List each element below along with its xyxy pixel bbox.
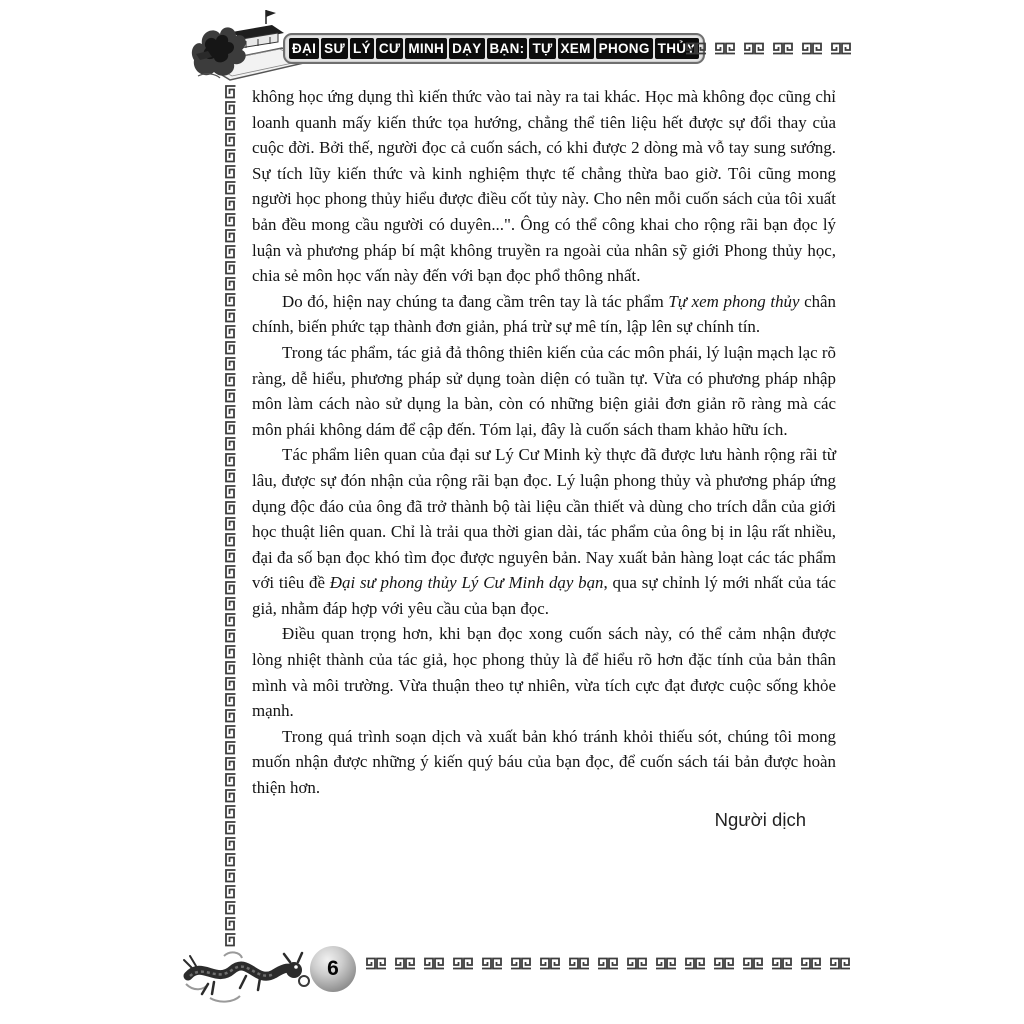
title-word-chip: CƯ [376,38,404,59]
greek-key-icon [223,548,238,564]
title-word-chip: LÝ [350,38,374,59]
text-run: Trong tác phẩm, tác giả đả thông thiên kiến của các môn phái, lý luận mạch lạc rõ ràng, dễ hiểu, phương pháp sử dụng toàn diện có tuần tự. Vừa có phương pháp nhập môn làm cách nào sử dụng la bàn, còn có những biện giải đơn giản rõ ràng mà các môn phái không dám để cập đến. Tóm lại, đây là cuốn sách tham khảo hữu ích. [252,342,836,439]
greek-key-icon [223,372,238,388]
greek-key-icon [422,956,446,971]
title-word-chip: BẠN: [487,38,528,59]
greek-key-icon [223,756,238,772]
title-word-chip: DẠY [449,38,484,59]
dragon-illustration [180,932,312,1016]
page-number: 6 [327,957,339,980]
header-greek-key-ornament [684,41,853,56]
greek-key-icon [223,628,238,644]
text-run: Do đó, hiện nay chúng ta đang cầm trên tay là tác phẩm [282,291,669,311]
greek-key-icon [223,196,238,212]
text-run: Tác phẩm liên quan của đại sư Lý Cư Minh kỳ thực đã được lưu hành rộng rãi từ lâu, được sự đón nhận của rộng rãi bạn đọc. Lý luận phong thủy và phương pháp ứng dụng độc đáo của ông đã trở thành bộ tài liệu cần thiết và dùng cho trích dẫn của giới học thuật liên quan. Chỉ là trải qua thời gian dài, tác phẩm của ông bị in lậu rất nhiều, đại đa số bạn đọc khó tìm đọc được nguyên bản. Nay xuất bản hàng loạt các tác phẩm với tiêu đề [252,445,836,593]
greek-key-icon [223,692,238,708]
greek-key-icon [223,724,238,740]
greek-key-icon [223,900,238,916]
greek-key-icon [538,956,562,971]
greek-key-icon [223,740,238,756]
greek-key-icon [223,260,238,276]
greek-key-icon [509,956,533,971]
greek-key-icon [683,956,707,971]
header-banner [283,33,705,64]
paragraph [252,621,836,723]
greek-key-icon [596,956,620,971]
greek-key-icon [451,956,475,971]
page-title [283,33,705,64]
greek-key-icon [223,516,238,532]
greek-key-icon [393,956,417,971]
greek-key-icon [223,244,238,260]
greek-key-icon [625,956,649,971]
greek-key-icon [364,956,388,971]
greek-key-icon [223,404,238,420]
greek-key-icon [771,41,795,56]
text-run: Điều quan trọng hơn, khi bạn đọc xong cuốn sách này, có thể cảm nhận được lòng nhiệt thành của tác giả, học phong thủy là để hiểu rõ hơn đặc tính của bản thân mình và môi trường. Vừa thuận theo tự nhiên, vừa tích cực đạt được cuộc sống khỏe mạnh. [252,624,836,721]
greek-key-icon [223,212,238,228]
greek-key-icon [223,836,238,852]
paragraph [252,289,836,340]
greek-key-icon [770,956,794,971]
greek-key-icon [223,276,238,292]
greek-key-icon [223,116,238,132]
greek-key-icon [829,41,853,56]
title-word-chip: ĐẠI [289,38,319,59]
greek-key-icon [223,164,238,180]
greek-key-icon [223,484,238,500]
greek-key-icon [223,420,238,436]
greek-key-icon [223,644,238,660]
text-run: Trong quá trình soạn dịch và xuất bản khó tránh khỏi thiếu sót, chúng tôi mong muốn nhận được những ý kiến quý báu của bạn đọc, để cuốn sách tái bản được hoàn thiện hơn. [252,726,836,798]
greek-key-icon [223,468,238,484]
title-word-chip: PHONG [596,38,653,59]
greek-key-icon [713,41,737,56]
title-word-chip: MINH [405,38,447,59]
paragraph [252,340,836,442]
greek-key-icon [223,308,238,324]
paragraph [252,84,836,289]
greek-key-icon [223,388,238,404]
page-number-badge [310,946,356,992]
title-word-chip: TỰ [529,38,555,59]
italic-run: Đại sư phong thủy Lý Cư Minh dạy bạn [329,573,604,593]
greek-key-icon [223,820,238,836]
greek-key-icon [223,356,238,372]
greek-key-icon [223,788,238,804]
greek-key-icon [567,956,591,971]
greek-key-icon [223,772,238,788]
greek-key-icon [223,660,238,676]
greek-key-icon [223,804,238,820]
greek-key-icon [223,180,238,196]
greek-key-icon [223,916,238,932]
paragraph [252,442,836,621]
greek-key-icon [799,956,823,971]
greek-key-icon [828,956,852,971]
greek-key-icon [223,436,238,452]
greek-key-icon [223,612,238,628]
greek-key-icon [223,324,238,340]
greek-key-icon [223,564,238,580]
greek-key-icon [741,956,765,971]
greek-key-icon [223,148,238,164]
left-border-greek-key [223,84,238,948]
title-word-chip: XEM [558,38,594,59]
greek-key-icon [223,532,238,548]
greek-key-icon [654,956,678,971]
greek-key-icon [684,41,708,56]
greek-key-icon [712,956,736,971]
greek-key-icon [800,41,824,56]
greek-key-icon [223,852,238,868]
greek-key-icon [223,676,238,692]
greek-key-icon [223,228,238,244]
greek-key-icon [223,100,238,116]
greek-key-icon [223,580,238,596]
greek-key-icon [742,41,766,56]
footer-greek-key-ornament [364,956,852,971]
greek-key-icon [223,340,238,356]
italic-run: Tự xem phong thủy [668,291,800,311]
greek-key-icon [223,708,238,724]
greek-key-icon [223,868,238,884]
text-run: , qua sự chỉnh lý mới nhất của tác giả, nhằm đáp hợp với yêu cầu của bạn đọc. [252,573,836,618]
text-run: không học ứng dụng thì kiến thức vào tai này ra tai khác. Học mà không đọc cũng chỉ loanh quanh mấy kiến thức tọa hướng, chẳng thể tiên liệu hết được sự đổi thay của cuộc đời. Bởi thế, người đọc cả cuốn sách, có khi được 2 dòng mà vỗ tay sung sướng. Sự tích lũy kiến thức và kinh nghiệm thực tế chẳng thừa bao giờ. Tôi cũng mong người học phong thủy hiểu được điều cốt tủy này. Cho nên mỗi cuốn sách của tôi xuất bản đều mong cầu người có duyên...". Ông có thể công khai cho rộng rãi bạn đọc lý luận và phương pháp bí mật không truyền ra ngoài của nhân sỹ giới Phong thủy học, chia sẻ môn học vấn này đến với bạn đọc phổ thông nhất. [252,87,836,286]
text-run: chân chính, biến phức tạp thành đơn giản, phá trừ sự mê tín, lập lên sự chính tín. [252,291,837,337]
title-word-chip: SƯ [321,38,348,59]
greek-key-icon [223,84,238,100]
body-text [252,84,836,832]
title-word-chip: THỦY [655,38,699,59]
greek-key-icon [223,884,238,900]
greek-key-icon [223,596,238,612]
paragraph [252,724,836,801]
greek-key-icon [223,500,238,516]
translator-signature: Người dịch [714,808,806,830]
greek-key-icon [223,132,238,148]
greek-key-icon [223,452,238,468]
greek-key-icon [480,956,504,971]
greek-key-icon [223,292,238,308]
